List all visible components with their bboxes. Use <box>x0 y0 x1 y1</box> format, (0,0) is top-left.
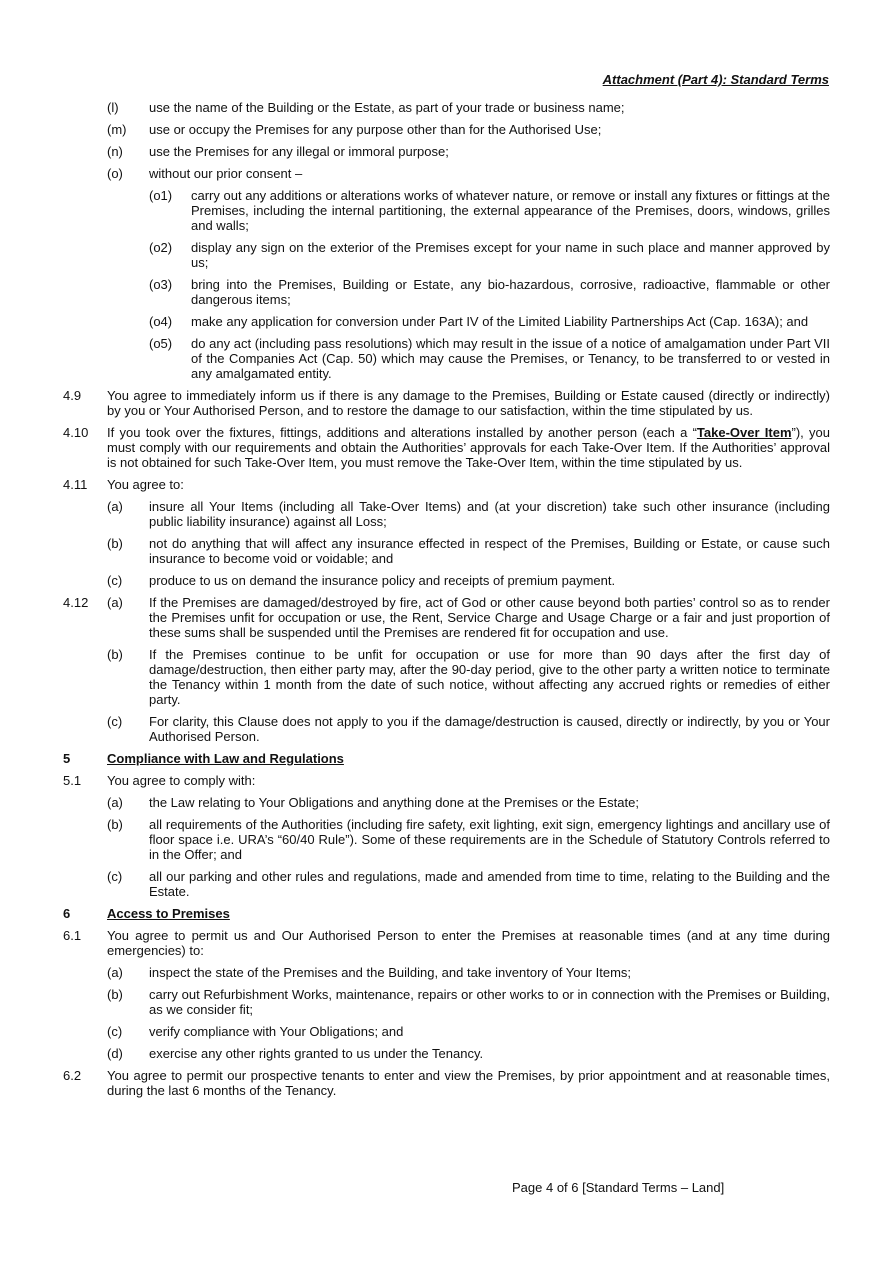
page-header-title: Attachment (Part 4): Standard Terms <box>602 72 829 87</box>
clause-number: (b) <box>107 647 123 662</box>
clause-6-2 <box>0 1068 892 1098</box>
clause-item-o4 <box>0 314 892 329</box>
clause-text <box>107 425 830 470</box>
clause-6-1-c <box>0 1024 892 1039</box>
clause-number: 4.12 <box>63 595 89 610</box>
clause-6-1-b <box>0 987 892 1017</box>
section-number: 5 <box>63 751 71 766</box>
clause-number: 4.10 <box>63 425 89 440</box>
clause-text: verify compliance with Your Obligations; and <box>149 1024 404 1039</box>
clause-5-1-a <box>0 795 892 810</box>
clause-number: 6.2 <box>63 1068 82 1083</box>
defined-term: Take-Over Item <box>696 425 792 440</box>
clause-text: use the name of the Building or the Estate, as part of your trade or business name; <box>149 100 625 115</box>
clause-text: inspect the state of the Premises and the Building, and take inventory of Your Items; <box>149 965 632 980</box>
clause-text: produce to us on demand the insurance policy and receipts of premium payment. <box>149 573 616 588</box>
clause-number: (o2) <box>149 240 173 255</box>
clause-number: (a) <box>107 499 123 514</box>
clause-number: (b) <box>107 817 123 832</box>
clause-number: (o5) <box>149 336 173 351</box>
clause-text-before: If you took over the fixtures, fittings, additions and alterations installed by another person (each a “ <box>107 425 697 440</box>
clause-number: (c) <box>107 869 123 884</box>
clause-text: You agree to: <box>107 477 184 492</box>
clause-4-12-a <box>0 595 892 640</box>
clause-text: all requirements of the Authorities (including fire safety, exit lighting, exit sign, emergency lightings and ancillary use of floor space i.e. URA’s “60/40 Rule”). Some of these requirements are in the Schedule of Statutory Controls referred to in the Offer; and <box>149 817 830 862</box>
clause-text: You agree to immediately inform us if there is any damage to the Premises, Building or Estate caused (directly or indirectly) by you or Your Authorised Person, and to restore the damage to our satisfaction, within the time stipulated by us. <box>107 388 830 418</box>
clause-number: (c) <box>107 714 123 729</box>
clause-text: carry out Refurbishment Works, maintenance, repairs or other works to or in connection with the Premises or Building, as we consider fit; <box>149 987 830 1017</box>
clause-5-1-c <box>0 869 892 899</box>
clause-item-o2 <box>0 240 892 270</box>
clause-number: 6.1 <box>63 928 82 943</box>
clause-number: (d) <box>107 1046 123 1061</box>
clause-number: (a) <box>107 965 123 980</box>
clause-number: 5.1 <box>63 773 82 788</box>
clause-number: (b) <box>107 987 123 1002</box>
clause-text: You agree to permit our prospective tenants to enter and view the Premises, by prior appointment and at reasonable times, during the last 6 months of the Tenancy. <box>107 1068 830 1098</box>
clause-text-after: ”), you must comply with our requirements and obtain the Authorities’ approvals for each Take-Over Item. If the Authorities’ approval is not obtained for such Take-Over Item, you must remove the Take-Over Item, within the time stipulated by us. <box>107 425 830 470</box>
clause-text: exercise any other rights granted to us under the Tenancy. <box>149 1046 484 1061</box>
clause-number: (c) <box>107 573 123 588</box>
clause-text: insure all Your Items (including all Take-Over Items) and (at your discretion) take such other insurance (including public liability insurance) against all Loss; <box>149 499 830 529</box>
clause-text: You agree to comply with: <box>107 773 256 788</box>
clause-number: (b) <box>107 536 123 551</box>
clause-4-11 <box>0 477 892 492</box>
clause-number: (l) <box>107 100 119 115</box>
clause-6-1-a <box>0 965 892 980</box>
clause-4-9 <box>0 388 892 418</box>
clause-item-o5 <box>0 336 892 381</box>
clause-text: use the Premises for any illegal or immoral purpose; <box>149 144 449 159</box>
document-body <box>0 100 892 1105</box>
clause-text: bring into the Premises, Building or Estate, any bio-hazardous, corrosive, radioactive, flammable or other dangerous items; <box>191 277 830 307</box>
clause-text: For clarity, this Clause does not apply to you if the damage/destruction is caused, directly or indirectly, by you or Your Authorised Person. <box>149 714 830 744</box>
clause-6-1 <box>0 928 892 958</box>
clause-text: make any application for conversion under Part IV of the Limited Liability Partnerships Act (Cap. 163A); and <box>191 314 809 329</box>
clause-text: the Law relating to Your Obligations and anything done at the Premises or the Estate; <box>149 795 639 810</box>
clause-5-1-b <box>0 817 892 862</box>
clause-sub-number: (a) <box>107 595 123 610</box>
clause-4-11-c <box>0 573 892 588</box>
clause-4-11-b <box>0 536 892 566</box>
clause-text: not do anything that will affect any insurance effected in respect of the Premises, Building or Estate, or cause such insurance to become void or voidable; and <box>149 536 830 566</box>
clause-number: (c) <box>107 1024 123 1039</box>
clause-text: without our prior consent – <box>149 166 303 181</box>
clause-item-o <box>0 166 892 181</box>
clause-item-l <box>0 100 892 115</box>
clause-number: 4.11 <box>63 477 88 492</box>
clause-text: all our parking and other rules and regulations, made and amended from time to time, relating to the Building and the Estate. <box>149 869 830 899</box>
section-number: 6 <box>63 906 71 921</box>
clause-5-1 <box>0 773 892 788</box>
clause-number: (m) <box>107 122 127 137</box>
clause-number: (o1) <box>149 188 173 203</box>
page-footer: Page 4 of 6 [Standard Terms – Land] <box>512 1180 725 1195</box>
clause-text: You agree to permit us and Our Authorised Person to enter the Premises at reasonable times (and at any time during emergencies) to: <box>107 928 830 958</box>
clause-text: use or occupy the Premises for any purpose other than for the Authorised Use; <box>149 122 602 137</box>
clause-item-m <box>0 122 892 137</box>
clause-text: If the Premises are damaged/destroyed by fire, act of God or other cause beyond both parties’ control so as to render the Premises unfit for occupation or use, the Rent, Service Charge and Usage Charge or a fair and just proportion of these sums shall be suspended until the Premises are rendered fit for occupation and use. <box>149 595 830 640</box>
clause-number: (n) <box>107 144 123 159</box>
clause-text: display any sign on the exterior of the Premises except for your name in such place and manner approved by us; <box>191 240 830 270</box>
clause-number: 4.9 <box>63 388 82 403</box>
section-5-heading <box>0 751 892 766</box>
clause-4-11-a <box>0 499 892 529</box>
clause-item-n <box>0 144 892 159</box>
clause-6-1-d <box>0 1046 892 1061</box>
clause-item-o1 <box>0 188 892 233</box>
section-title: Access to Premises <box>107 906 230 921</box>
clause-4-12-b <box>0 647 892 707</box>
clause-text: If the Premises continue to be unfit for occupation or use for more than 90 days after the first day of damage/destruction, then either party may, after the 90-day period, give to the other party a written notice to terminate the Tenancy within 1 month from the date of such notice, without affecting any accrued rights or remedies of either party. <box>149 647 830 707</box>
clause-text: carry out any additions or alterations works of whatever nature, or remove or install any fixtures or fittings at the Premises, including the internal partitioning, the external appearance of the Premises, doors, windows, grilles and walls; <box>191 188 830 233</box>
clause-number: (o3) <box>149 277 173 292</box>
clause-number: (o) <box>107 166 123 181</box>
clause-number: (a) <box>107 795 123 810</box>
clause-number: (o4) <box>149 314 173 329</box>
clause-text: do any act (including pass resolutions) which may result in the issue of a notice of amalgamation under Part VII of the Companies Act (Cap. 50) which may cause the Premises, or Tenancy, to be transferred to or vested in any amalgamated entity. <box>191 336 830 381</box>
clause-4-12-c <box>0 714 892 744</box>
clause-item-o3 <box>0 277 892 307</box>
clause-4-10 <box>0 425 892 470</box>
section-title: Compliance with Law and Regulations <box>107 751 344 766</box>
section-6-heading <box>0 906 892 921</box>
